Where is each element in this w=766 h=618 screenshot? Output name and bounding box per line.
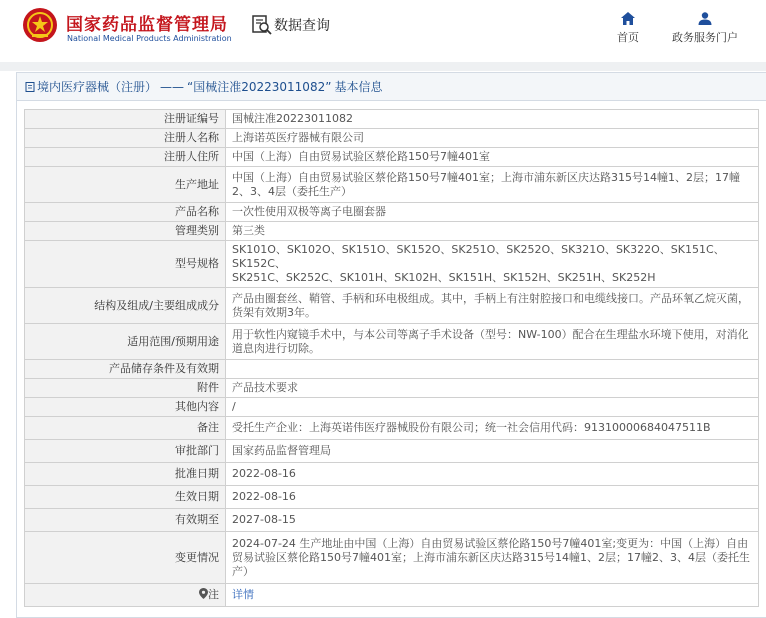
table-row xyxy=(25,324,759,360)
table-row xyxy=(25,486,759,509)
breadcrumb-reg-number: “国械注准20223011082” xyxy=(187,79,332,94)
field-label: 产品储存条件及有效期 xyxy=(25,360,226,379)
site-subtitle: National Medical Products Administration xyxy=(67,34,232,43)
field-label: 注册人名称 xyxy=(25,129,226,148)
field-value xyxy=(226,360,759,379)
table-row xyxy=(25,379,759,398)
nav-home-label: 首页 xyxy=(617,31,639,44)
field-value: 受托生产企业：上海英诺伟医疗器械股份有限公司；统一社会信用代码：91310000684047511B xyxy=(226,417,759,440)
table-row xyxy=(25,440,759,463)
table-row xyxy=(25,222,759,241)
detail-panel xyxy=(16,72,766,618)
field-value: 2027-08-15 xyxy=(226,509,759,532)
field-value: 上海诺英医疗器械有限公司 xyxy=(226,129,759,148)
home-icon xyxy=(621,12,635,25)
field-value: 中国（上海）自由贸易试验区蔡伦路150号7幢401室 xyxy=(226,148,759,167)
registration-info-table xyxy=(24,109,759,607)
field-value: 一次性使用双极等离子电圈套器 xyxy=(226,203,759,222)
nav-home[interactable] xyxy=(612,12,644,45)
field-label: 型号规格 xyxy=(25,241,226,288)
field-label: 生产地址 xyxy=(25,167,226,203)
table-row xyxy=(25,203,759,222)
field-label: 注册证编号 xyxy=(25,110,226,129)
details-link[interactable]: 详情 xyxy=(232,588,254,601)
table-row xyxy=(25,360,759,379)
model-spec-line-1: SK101O、SK102O、SK151O、SK152O、SK251O、SK252O、SK321O、SK322O、SK151C、SK152C、 xyxy=(232,243,725,270)
field-value: 2022-08-16 xyxy=(226,463,759,486)
national-emblem-icon xyxy=(22,7,58,43)
field-label: 适用范围/预期用途 xyxy=(25,324,226,360)
field-value: 中国（上海）自由贸易试验区蔡伦路150号7幢401室；上海市浦东新区庆达路315号14幢1、2层；17幢2、3、4层（委托生产） xyxy=(226,167,759,203)
field-label: 批准日期 xyxy=(25,463,226,486)
field-value: 国械注准20223011082 xyxy=(226,110,759,129)
field-label: 附件 xyxy=(25,379,226,398)
field-label: 结构及组成/主要组成成分 xyxy=(25,288,226,324)
table-row xyxy=(25,509,759,532)
field-label: 审批部门 xyxy=(25,440,226,463)
data-search-icon xyxy=(252,15,272,35)
note-value xyxy=(226,584,759,607)
field-value: 2022-08-16 xyxy=(226,486,759,509)
field-value: 产品技术要求 xyxy=(226,379,759,398)
table-row xyxy=(25,417,759,440)
data-query-label: 数据查询 xyxy=(274,18,330,34)
field-value xyxy=(226,241,759,288)
field-value: 国家药品监督管理局 xyxy=(226,440,759,463)
field-label: 其他内容 xyxy=(25,398,226,417)
field-label: 管理类别 xyxy=(25,222,226,241)
document-icon xyxy=(25,82,35,92)
table-row xyxy=(25,532,759,584)
location-pin-icon xyxy=(199,588,208,599)
field-value: 2024-07-24 生产地址由中国（上海）自由贸易试验区蔡伦路150号7幢401室;变更为：中国（上海）自由贸易试验区蔡伦路150号7幢401室；上海市浦东新区庆达路315号14幢1、2层；17幢2、3、4层（委托生产） xyxy=(226,532,759,584)
breadcrumb xyxy=(17,73,766,101)
field-value: / xyxy=(226,398,759,417)
table-row xyxy=(25,167,759,203)
table-row xyxy=(25,129,759,148)
user-icon xyxy=(698,12,712,25)
field-value: 第三类 xyxy=(226,222,759,241)
breadcrumb-category[interactable]: 境内医疗器械（注册） xyxy=(37,79,158,94)
model-spec-line-2: SK251C、SK252C、SK101H、SK102H、SK151H、SK152H、SK251H、SK252H xyxy=(232,271,656,284)
table-row xyxy=(25,148,759,167)
field-value: 用于软性内窥镜手术中，与本公司等离子手术设备（型号：NW-100）配合在生理盐水环境下使用，对消化道息肉进行切除。 xyxy=(226,324,759,360)
data-query-link[interactable] xyxy=(252,15,330,35)
field-label: 产品名称 xyxy=(25,203,226,222)
table-row xyxy=(25,398,759,417)
table-row xyxy=(25,241,759,288)
table-row xyxy=(25,584,759,607)
breadcrumb-separator: —— xyxy=(160,79,185,94)
field-label: 备注 xyxy=(25,417,226,440)
field-label: 有效期至 xyxy=(25,509,226,532)
table-row xyxy=(25,288,759,324)
site-title[interactable]: 国家药品监督管理局 xyxy=(66,15,228,35)
nav-gov-service-portal[interactable] xyxy=(665,12,745,45)
note-label-text: 注 xyxy=(208,588,219,601)
breadcrumb-suffix: 基本信息 xyxy=(334,79,383,94)
site-header xyxy=(0,0,766,62)
note-label xyxy=(25,584,226,607)
field-label: 注册人住所 xyxy=(25,148,226,167)
field-label: 变更情况 xyxy=(25,532,226,584)
table-row xyxy=(25,110,759,129)
nav-gov-service-label: 政务服务门户 xyxy=(672,31,738,44)
field-label: 生效日期 xyxy=(25,486,226,509)
header-divider xyxy=(0,62,766,71)
field-value: 产品由圈套丝、鞘管、手柄和环电极组成。其中，手柄上有注射腔接口和电缆线接口。产品环氧乙烷灭菌，货架有效期3年。 xyxy=(226,288,759,324)
table-row xyxy=(25,463,759,486)
